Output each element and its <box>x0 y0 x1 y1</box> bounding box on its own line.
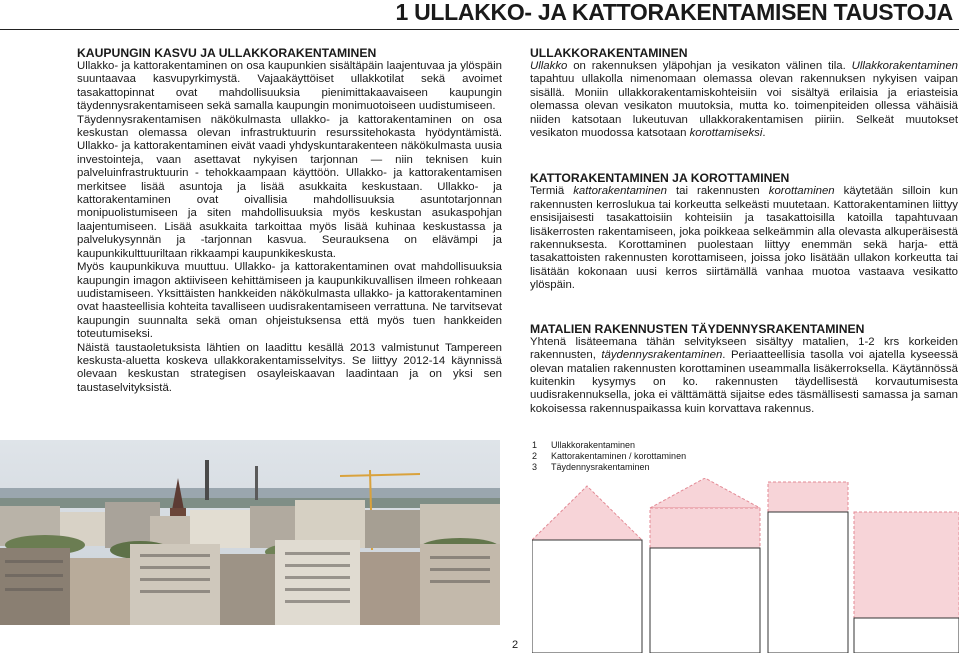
diagram-legend <box>532 440 686 473</box>
section-heading-katto: KATTORAKENTAMINEN JA KOROTTAMINEN <box>530 171 790 186</box>
page-title: 1 ULLAKKO- JA KATTORAKENTAMISEN TAUSTOJA <box>395 0 953 25</box>
diagram-infill-building <box>854 512 959 653</box>
text: Termiä <box>530 185 574 198</box>
paragraph <box>530 336 958 416</box>
city-photo <box>0 440 500 625</box>
paragraph: Täydennysrakentamisen näkökulmasta ullakko- ja kattorakentaminen on osa keskustan olemassa olevan infrastruktuurin resurssitehokasta hyödyntämistä. Ullakko- ja kattorakentaminen eivät vaadi yhdyskuntarakenteen näkökulmasta uusia investointeja, vaan asettavat nykyisen tarjonnan — niin teknisen kuin palveluinfrastruktuurin - tehokkaampaan käyttöön. Ullakko- ja kattorakentamisen merkitsee lisää asuntoja ja lisää asukkaita keskustaan. Ullakko- ja kattorakentaminen ovat oivallisia mahdollisuuksia asuntotarjonnan monipuolistumiseen ja siten mahdollisuuksia myös keskustan asukaspohjan laajentumiseen. Lisää asukkaita tarkoittaa myös lisää kuhinaa keskustassa ja palvelukysynnän ja -tarjonnan kasvua. Seurauksena on elävämpi ja kaupunkikulttuuriltaan rikkaampi kaupunkikeskusta. <box>77 113 502 260</box>
left-column <box>77 46 502 395</box>
right-column <box>530 46 958 416</box>
text: tapahtuu ullakolla nimenomaan olemassa olevan rakennuksen nykyisen vaipan sisällä. Moniin ullakkorakentamiskohteisiin voi sisältyä erilaisia ja eriasteisia olemassa olevan vesikaton muutoksia, mutta ko. toimenpiteiden ollessa vähäisiä niiden katsotaan lukeutuvan ullakkorakentamisen piiriin. Selkeät muutokset vesikaton muodossa katsotaan <box>530 73 958 140</box>
text: . <box>762 127 766 140</box>
text: tai rakennusten <box>666 185 769 198</box>
term: Ullakkorakentaminen <box>851 60 958 72</box>
paragraph: Näistä taustaoletuksista lähtien on laadittu kesällä 2013 valmistunut Tampereen keskusta-aluetta koskeva ullakkorakentamisselvitys. Se liittyy 2012-14 käynnissä olevaan keskustan strategisen osayleiskaavan laadintaan ja on yksi sen taustaselvityksistä. <box>77 341 502 394</box>
legend-item: 3 Täydennysrakentaminen <box>532 462 650 472</box>
diagram-rooftop-building <box>650 478 760 653</box>
term: korottaminen <box>768 185 835 198</box>
diagram-flat-roof-extension <box>768 482 848 653</box>
text: Yhtenä lisäteemana tähän selvitykseen sisältyy matalien, 1-2 krs korkeiden rakennusten, <box>530 335 958 362</box>
title-bar <box>0 0 959 33</box>
paragraph: Myös kaupunkikuva muuttuu. Ullakko- ja kattorakentaminen ovat mahdollisuuksia kaupungin imagon aktiiviseen kehittämiseen ja kaupunkikuvallisen ilmeen rohkeaan uudistamiseen. Yksittäisten hankkeiden näkökulmasta ullakko- ja kattorakentaminen ovat haasteellisia kohteita tavalliseen uudisrakentamiseen verrattuna. Ne tarvitsevat kaupungin suunnalta sekä oman ohjeistuksensa että myös tuen hankkeiden toteutumiseksi. <box>77 261 502 341</box>
paragraph: Ullakko- ja kattorakentaminen on osa kaupunkien sisältäpäin laajentuvaa ja ylöspäin suuntaavaa kasvupyrkimystä. Vajaakäyttöiset ullakkotilat sekä avoimet tasakattopinnat ovat mahdollisuuksia pienimittakaavaiseen kaupungin täydennysrakentamiseen sekä samalla kaupungin monimuotoiseen uudistumiseen. <box>77 60 502 113</box>
title-rule <box>0 29 959 30</box>
city-skyline-image <box>0 440 500 625</box>
page-number: 2 <box>511 639 519 651</box>
text: . Periaatteellisia tasolla voi ajatella kyseessä olevan matalien rakennusten korottaminen useammalla lisäkerroksella. Käytännössä kuitenkin kysymys on ko. rakennusten täydellisestä korvautumisesta uudisrakennuksella, joka ei välttämättä sijaitse edes täsmällisesti samassa ja saman kokoisessa rakennuspaikassa kuin korvattava rakennus. <box>530 349 958 415</box>
section-heading-ullakko: ULLAKKORAKENTAMINEN <box>530 46 688 60</box>
text: on rakennuksen yläpohjan ja vesikaton välinen tila. <box>567 60 852 72</box>
section-heading-kasvu: KAUPUNGIN KASVU JA ULLAKKORAKENTAMINEN <box>77 46 377 60</box>
text: käytetään silloin kun rakennusten kerroslukua tai korkeutta selkeästi muutetaan. Kattorakentaminen liittyy ensisijaisesti tasakattoisiin kohteisiin ja tasakattoisilla katoilla tapahtuvaan lisäkerrosten rakentamiseen, joka poikkeaa selkeämmin alla olevasta alkuperäisestä rakennuksesta. Korottaminen puolestaan liittyy enemmän sekä harja- että tasakattoisten rakennusten korottamiseen, joissa joko lisätään ullakon korkeutta tai lisätään kokonaan uusi kerros siirtämällä vanhaa muotoa vastaava vesikatto ylöspäin. <box>530 185 959 292</box>
section-heading-matalat: MATALIEN RAKENNUSTEN TÄYDENNYSRAKENTAMINEN <box>530 321 865 336</box>
paragraph <box>530 60 958 140</box>
term: Ullakko <box>530 60 568 72</box>
term: täydennysrakentaminen <box>601 349 723 362</box>
legend-item: 1 Ullakkorakentaminen <box>532 440 636 450</box>
building-types-diagram <box>532 478 959 658</box>
diagram-attic-building <box>532 486 642 653</box>
paragraph <box>530 185 958 292</box>
legend-item: 2 Kattorakentaminen / korottaminen <box>532 451 687 461</box>
term: kattorakentaminen <box>573 185 667 198</box>
term: korottamiseksi <box>689 127 763 140</box>
